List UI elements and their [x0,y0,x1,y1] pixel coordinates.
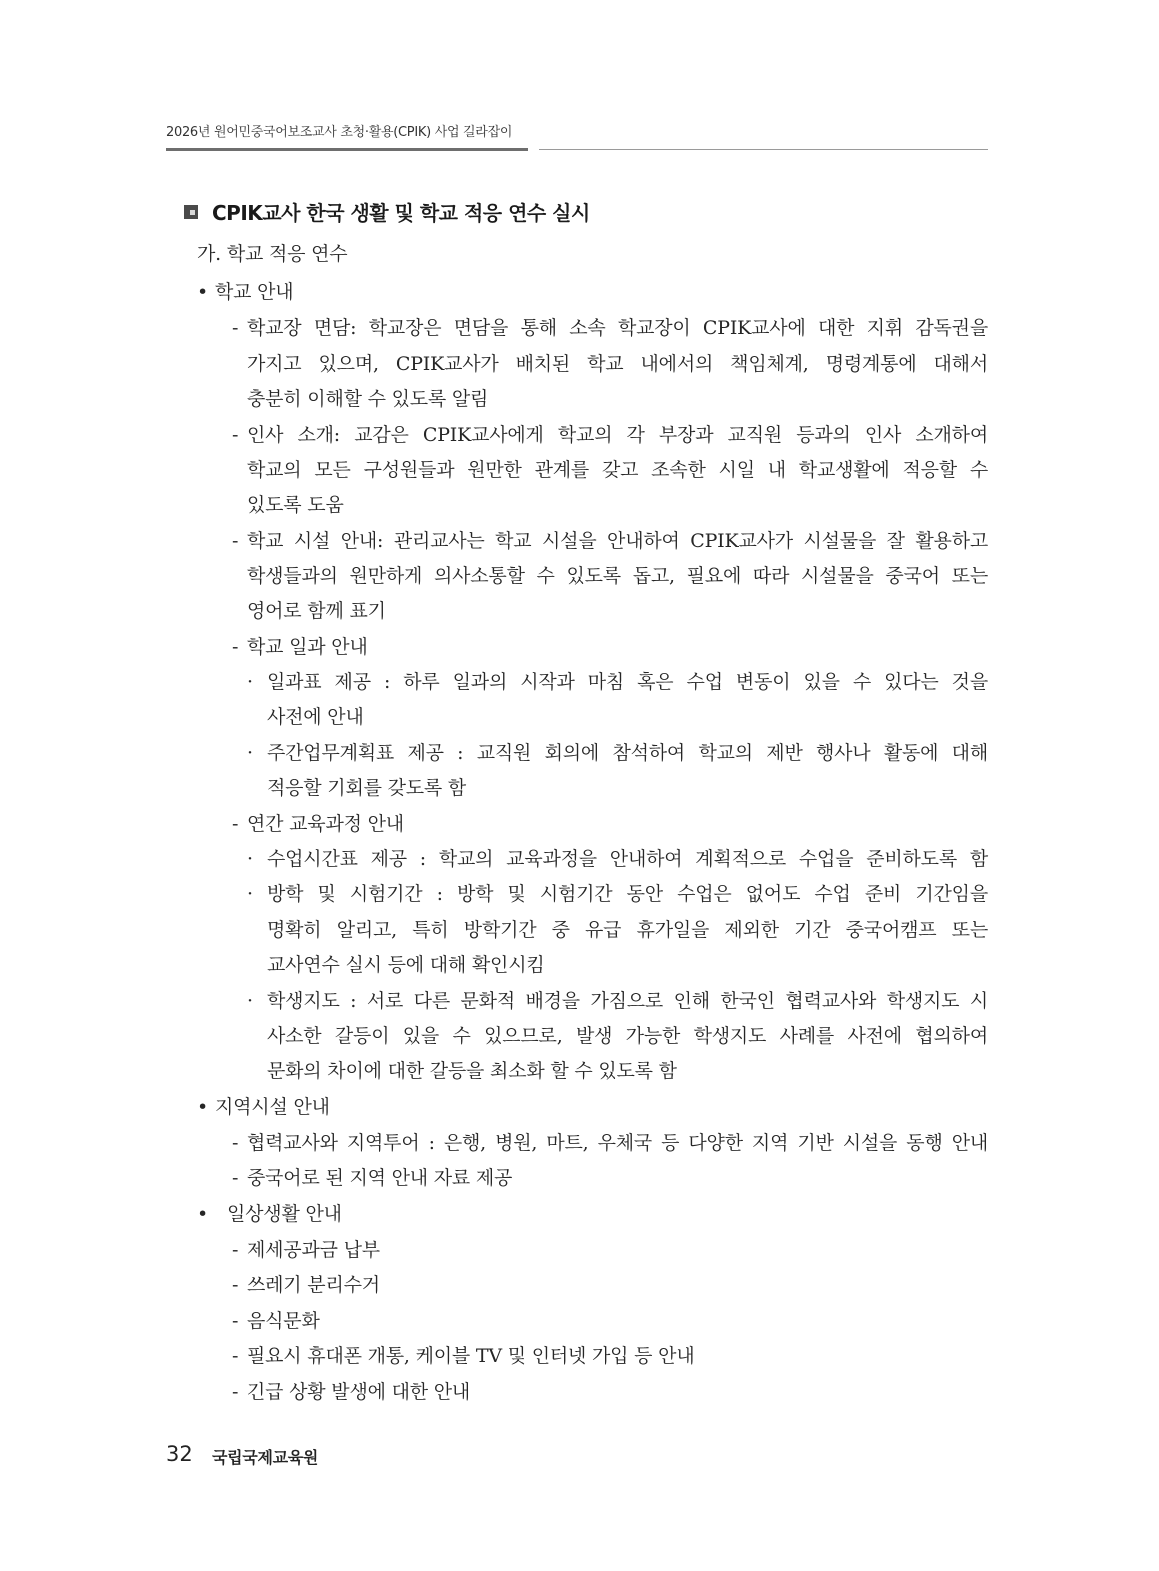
dash-item-principal: 학교장 면담: 학교장은 면담을 통해 소속 학교장이 CPIK교사에 대한 지휘 감독권을 [247,317,988,339]
dash-item-intro: 인사 소개: 교감은 CPIK교사에게 학교의 각 부장과 교직원 등과의 인사 소개하여 [247,424,988,446]
list-item [232,1272,380,1298]
dash-item-food: 음식문화 [247,1310,320,1332]
list-item [232,811,404,837]
text-line: 사전에 안내 [267,706,364,728]
list-item [232,315,988,341]
list-item [232,1237,380,1263]
bullet-marker: • [197,1203,209,1225]
text-line: 사소한 갈등이 있을 수 있으므로, 발생 가능한 학생지도 사례를 사전에 협의하여 [267,1025,988,1047]
list-item [232,1379,470,1405]
list-item [232,1165,512,1191]
bullet-marker: • [197,1096,209,1118]
section-title [184,197,590,226]
list-item [247,740,988,766]
dash-item-daily: 학교 일과 안내 [247,636,368,658]
dot-item-weekly-plan: 주간업무계획표 제공 : 교직원 회의에 참석하여 학교의 제반 행사나 활동에 대해 [267,742,988,764]
square-bullet-icon [184,205,198,219]
list-item [247,669,988,695]
dash-marker: - [232,1132,239,1154]
list-item [232,422,988,448]
dot-item-timetable: 수업시간표 제공 : 학교의 교육과정을 안내하여 계획적으로 수업을 준비하도록 함 [267,848,988,870]
bullet-heading-daily-life: 일상생활 안내 [227,1203,342,1225]
text-line: 학생들과의 원만하게 의사소통할 수 있도록 돕고, 필요에 따라 시설물을 중국어 또는 [247,565,988,587]
dot-marker: · [247,883,253,905]
list-item [232,634,368,660]
list-item [247,846,988,872]
dash-marker: - [232,636,239,658]
list-item [197,279,293,305]
list-item [232,1343,694,1369]
dash-marker: - [232,530,239,552]
list-item [232,1308,320,1334]
text-line: 명확히 알리고, 특히 방학기간 중 유급 휴가일을 제외한 기간 중국어캠프 또는 [267,919,988,941]
dash-marker: - [232,1310,239,1332]
dash-item-recycling: 쓰레기 분리수거 [247,1274,380,1296]
dash-marker: - [232,1381,239,1403]
dash-marker: - [232,1239,239,1261]
list-item [247,881,988,907]
dash-marker: - [232,1167,239,1189]
dot-marker: · [247,671,253,693]
dot-item-daily-schedule: 일과표 제공 : 하루 일과의 시작과 마침 혹은 수업 변동이 있을 수 있다는 것을 [267,671,988,693]
list-item [197,1201,342,1227]
dot-marker: · [247,990,253,1012]
dash-marker: - [232,424,239,446]
section-title-text: CPIK교사 한국 생활 및 학교 적응 연수 실시 [212,201,590,225]
dash-item-facility: 학교 시설 안내: 관리교사는 학교 시설을 안내하여 CPIK교사가 시설물을 잘 활용하고 [247,530,988,552]
dot-marker: · [247,742,253,764]
dash-item-taxes: 제세공과금 납부 [247,1239,380,1261]
dot-item-vacation: 방학 및 시험기간 : 방학 및 시험기간 동안 수업은 없어도 수업 준비 기간임을 [267,883,988,905]
bullet-heading-local: 지역시설 안내 [215,1096,330,1118]
running-header-title: 2026년 원어민중국어보조교사 초청·활용(CPIK) 사업 길라잡이 [166,125,513,140]
list-item [232,1130,988,1156]
bullet-heading-school: 학교 안내 [215,281,294,303]
text-line: 학교의 모든 구성원들과 원만한 관계를 갖고 조속한 시일 내 학교생활에 적응할 수 [247,459,988,481]
dash-item-emergency: 긴급 상황 발생에 대한 안내 [247,1381,471,1403]
dash-marker: - [232,813,239,835]
dash-item-materials: 중국어로 된 지역 안내 자료 제공 [247,1167,513,1189]
list-item [247,988,988,1014]
bullet-marker: • [197,281,209,303]
subheading: 가. 학교 적응 연수 [197,243,348,265]
text-line: 있도록 도움 [247,494,344,516]
text-line: 충분히 이해할 수 있도록 알림 [247,388,489,410]
header-rule-thin [539,149,988,150]
dot-marker: · [247,848,253,870]
text-line: 교사연수 실시 등에 대해 확인시킴 [267,954,545,976]
dash-item-phone: 필요시 휴대폰 개통, 케이블 TV 및 인터넷 가입 등 안내 [247,1345,695,1367]
dash-marker: - [232,1274,239,1296]
text-line: 문화의 차이에 대한 갈등을 최소화 할 수 있도록 함 [267,1060,677,1082]
dash-item-tour: 협력교사와 지역투어 : 은행, 병원, 마트, 우체국 등 다양한 지역 기반 시설을 동행 안내 [247,1132,988,1154]
footer-organization: 국립국제교육원 [212,1448,319,1467]
text-line: 가지고 있으며, CPIK교사가 배치된 학교 내에서의 책임체계, 명령계통에 대해서 [247,353,988,375]
list-item [197,1094,330,1120]
text-line: 적응할 기회를 갖도록 함 [267,777,467,799]
dash-marker: - [232,1345,239,1367]
dash-marker: - [232,317,239,339]
page-number: 32 [166,1442,193,1466]
list-item [232,528,988,554]
dash-item-curriculum: 연간 교육과정 안내 [247,813,404,835]
header-rule-thick [166,148,528,151]
dot-item-guidance: 학생지도 : 서로 다른 문화적 배경을 가짐으로 인해 한국인 협력교사와 학생지도 시 [267,990,988,1012]
text-line: 영어로 함께 표기 [247,600,386,622]
